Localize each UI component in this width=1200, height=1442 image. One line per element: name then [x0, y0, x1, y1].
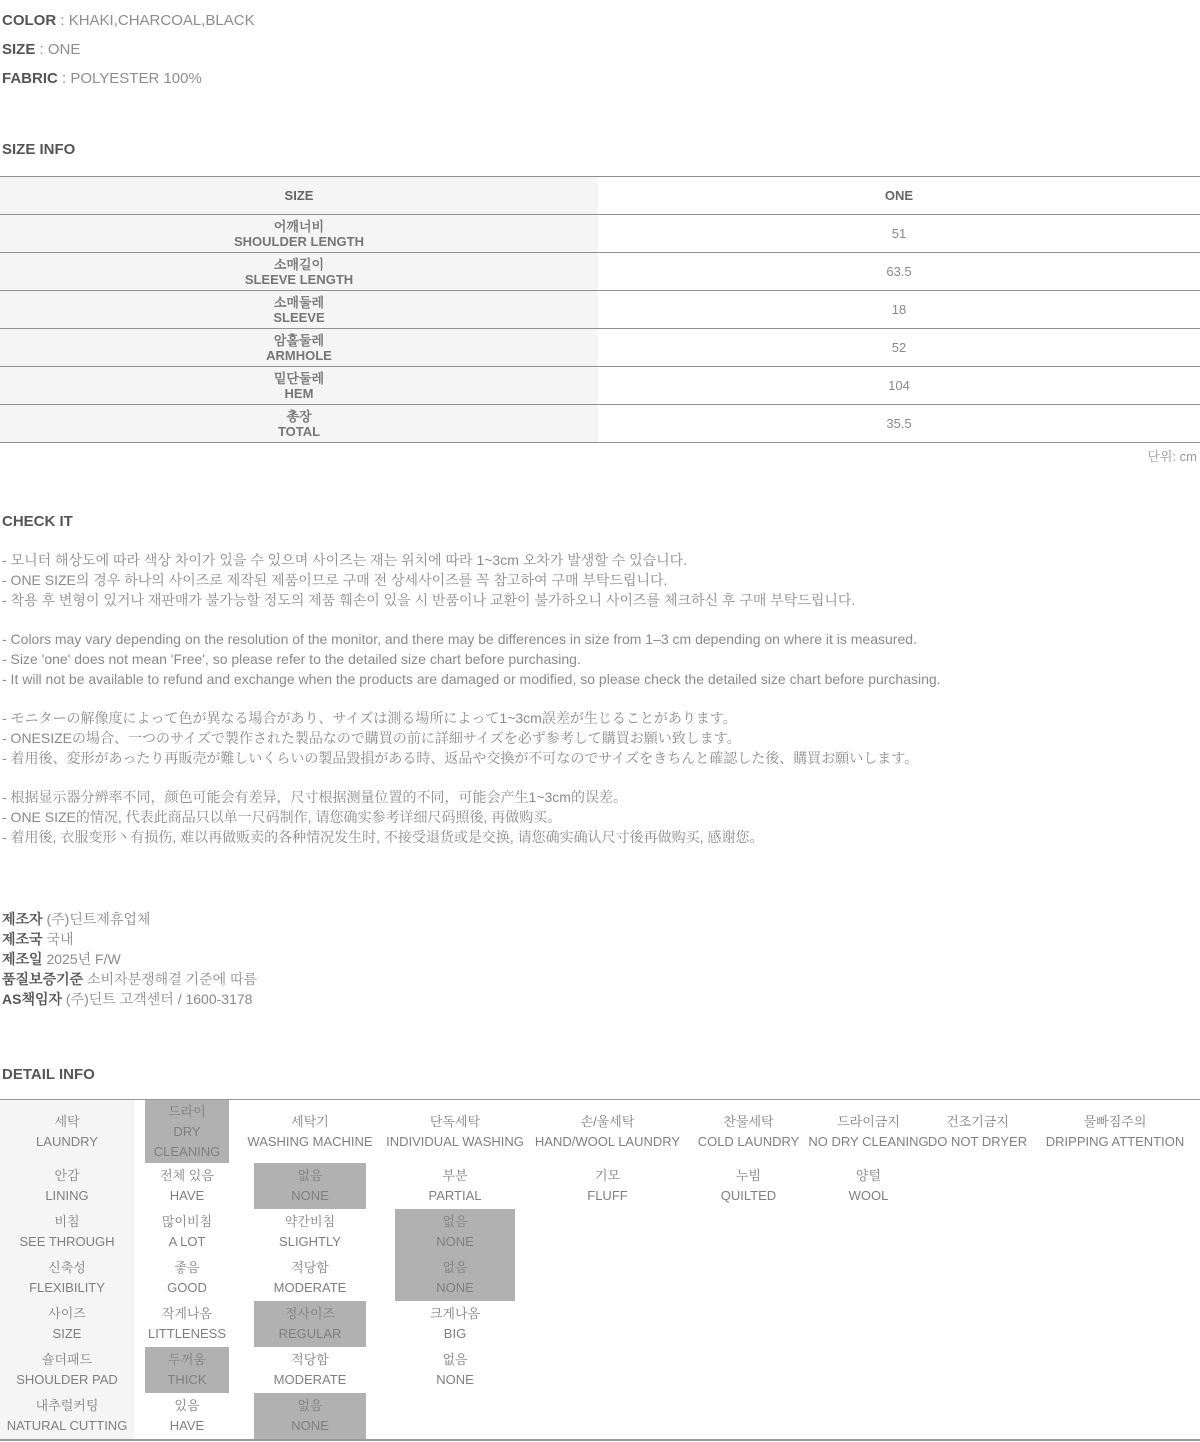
manufacturer-label: 품질보증기준 [2, 971, 84, 987]
manufacturer-row [2, 989, 1200, 1009]
detail-cell-option [808, 1100, 929, 1163]
manufacturer-label: AS책임자 [2, 991, 63, 1007]
detail-cell-line: COLD LAUNDRY [697, 1133, 800, 1149]
detail-cell [925, 1100, 1030, 1163]
detail-cell-line: 부분 [442, 1168, 468, 1183]
detail-cell-line: 많이비침 [161, 1214, 213, 1229]
detail-row-label [0, 1255, 134, 1301]
detail-cell-line: 드라이 [168, 1103, 206, 1119]
size-table-row [0, 367, 1200, 405]
manufacturer-info [0, 909, 1200, 1009]
detail-cell-option [145, 1163, 230, 1209]
spec-label: FABRIC [2, 70, 58, 87]
detail-cell [240, 1255, 380, 1301]
detail-cell-line: NONE [436, 1372, 474, 1387]
size-header-label: SIZE [0, 177, 598, 214]
detail-cell-option [698, 1163, 800, 1209]
detail-cell-line: INDIVIDUAL WASHING [386, 1133, 524, 1149]
note-line: - 모니터 해상도에 따라 색상 차이가 있을 수 있으며 사이즈는 재는 위치에 따라 1~3cm 오차가 발생할 수 있습니다. [2, 552, 688, 568]
detail-cell-option [145, 1393, 230, 1439]
detail-row [0, 1301, 1200, 1347]
manufacturer-row [2, 909, 1200, 929]
detail-cell-option [395, 1163, 515, 1209]
detail-cell-selected [395, 1209, 515, 1255]
detail-cell-option [145, 1209, 230, 1255]
detail-cell [808, 1100, 929, 1163]
size-row-label-ko: 밑단둘레 [273, 370, 325, 386]
detail-cell [134, 1163, 240, 1209]
size-row-label-en: SHOULDER LENGTH [234, 233, 364, 249]
detail-cell-selected [254, 1393, 366, 1439]
note-line: - ONE SIZE的情况, 代表此商品只以单一尺码制作, 请您确实参考详细尺码照後, 再做购买。 [2, 809, 562, 825]
manufacturer-value: 2025년 F/W [46, 951, 121, 967]
detail-cell-line: NONE [291, 1188, 329, 1203]
spec-row [2, 6, 1200, 35]
detail-cell-line: 크게나옴 [429, 1306, 481, 1321]
detail-row-label-en: LINING [45, 1188, 89, 1203]
detail-cell [812, 1163, 925, 1209]
detail-cell [530, 1163, 685, 1209]
detail-row-label-ko: 안감 [54, 1168, 80, 1183]
detail-cell-line: 세탁기 [291, 1113, 329, 1129]
detail-cell-option [927, 1100, 1028, 1163]
detail-cell-line: HAVE [169, 1418, 205, 1433]
note-line: - ONESIZEの場合、一つのサイズで製作された製品なので購買の前に詳細サイズを必ず参考して購買お願い致します。 [2, 730, 741, 746]
detail-cell-selected [145, 1347, 230, 1393]
size-row-value: 51 [891, 226, 907, 241]
detail-cell-line: 기모 [594, 1168, 621, 1183]
size-table-row [0, 215, 1200, 253]
detail-cell-option [386, 1100, 524, 1163]
size-row-value: 18 [891, 302, 907, 317]
size-row-value: 104 [888, 378, 910, 393]
detail-cell-line: GOOD [167, 1280, 207, 1295]
size-unit-note: 단위: cm [1147, 449, 1197, 464]
detail-cell-option [1047, 1100, 1183, 1163]
detail-cell [530, 1100, 685, 1163]
detail-cell [685, 1100, 812, 1163]
detail-cell [240, 1100, 380, 1163]
detail-cell-line: 건조기금지 [946, 1113, 1009, 1129]
detail-cell-line: 두꺼움 [168, 1352, 206, 1367]
size-table-body [0, 215, 1200, 443]
size-table-row [0, 405, 1200, 443]
spec-separator: : [56, 12, 69, 29]
detail-cell [380, 1100, 530, 1163]
size-info-heading: SIZE INFO [2, 141, 76, 158]
detail-cell [134, 1209, 240, 1255]
detail-cell-option [534, 1100, 681, 1163]
detail-cell [134, 1393, 240, 1439]
detail-cell-line: 적당함 [291, 1352, 329, 1367]
detail-cell-line: 물빠짐주의 [1083, 1113, 1147, 1129]
size-row-label-ko: 어깨너비 [273, 218, 325, 234]
detail-cell-option [145, 1255, 230, 1301]
manufacturer-row [2, 969, 1200, 989]
detail-cell-line: WASHING MACHINE [247, 1133, 373, 1149]
note-line: - モニターの解像度によって色が異なる場合があり、サイズは測る場所によって1~3cm誤差が生じることがあります。 [2, 710, 737, 726]
detail-table [0, 1099, 1200, 1441]
detail-row-label-ko: 비침 [54, 1214, 80, 1229]
detail-cell [1030, 1100, 1200, 1163]
detail-cell-line: 양털 [855, 1168, 882, 1183]
spec-value: ONE [47, 41, 81, 58]
manufacturer-row [2, 949, 1200, 969]
size-row-label-ko: 소매길이 [273, 256, 325, 272]
detail-cell-line: 단독세탁 [429, 1113, 481, 1129]
check-it-notes [0, 550, 1200, 847]
size-header-value: ONE [884, 188, 914, 203]
size-row-label-ko: 암홀둘레 [273, 332, 325, 348]
detail-cell-line: PARTIAL [428, 1188, 482, 1203]
detail-cell-option [145, 1301, 230, 1347]
spec-value: POLYESTER 100% [70, 70, 202, 87]
detail-row-label-ko: 숄더패드 [41, 1352, 93, 1367]
detail-cell-option [395, 1347, 515, 1393]
spec-separator: : [57, 70, 71, 87]
detail-cell [240, 1393, 380, 1439]
size-table [0, 176, 1200, 443]
detail-cell-line: 전체 있음 [160, 1168, 214, 1183]
manufacturer-label: 제조자 [2, 911, 43, 927]
size-table-row [0, 291, 1200, 329]
note-line: - ONE SIZE의 경우 하나의 사이즈로 제작된 제품이므로 구매 전 상세사이즈를 꼭 참고하여 구매 부탁드립니다. [2, 572, 668, 588]
detail-cell-line: MODERATE [273, 1280, 347, 1295]
detail-cell [134, 1100, 240, 1163]
detail-row-label [0, 1209, 134, 1255]
manufacturer-value: 소비자분쟁해결 기준에 따름 [87, 971, 258, 987]
note-group [2, 629, 1200, 689]
detail-cell-line: SLIGHTLY [279, 1234, 341, 1249]
detail-cell-line: LITTLENESS [147, 1326, 226, 1341]
manufacturer-value: 국내 [46, 931, 74, 947]
check-it-heading: CHECK IT [2, 513, 73, 530]
note-line: - 着用後、変形があったり再販売が難しいくらいの製品毀損がある時、返品や交換が不可なのでサイズをきちんと確認した後、購買お願いします。 [2, 750, 919, 766]
detail-row [0, 1347, 1200, 1393]
detail-cell [380, 1255, 530, 1301]
size-row-value: 63.5 [886, 264, 912, 279]
detail-cell-line: CLEANING [153, 1143, 221, 1159]
detail-cell-line: THICK [167, 1372, 207, 1387]
detail-cell-line: DRIPPING ATTENTION [1045, 1133, 1185, 1149]
detail-cell [240, 1347, 380, 1393]
detail-cell [380, 1209, 530, 1255]
detail-cell-line: REGULAR [278, 1326, 342, 1341]
size-row-label [0, 291, 598, 328]
manufacturer-value: (주)딘트 고객센터 / 1600-3178 [65, 991, 253, 1007]
detail-cell-option [698, 1100, 800, 1163]
detail-cell-line: 없음 [442, 1260, 468, 1275]
detail-row-label-en: FLEXIBILITY [29, 1280, 105, 1295]
detail-cell-option [254, 1347, 366, 1393]
detail-row-label-en: LAUNDRY [36, 1133, 98, 1149]
note-group [2, 708, 1200, 768]
manufacturer-row [2, 929, 1200, 949]
size-row-label-ko: 소매둘레 [273, 294, 325, 310]
size-row-label [0, 405, 598, 442]
detail-row-label [0, 1100, 134, 1163]
detail-cell-option [247, 1100, 373, 1163]
spec-value: KHAKI,CHARCOAL,BLACK [68, 12, 255, 29]
size-row-label-en: SLEEVE [273, 309, 325, 325]
detail-cell-line: BIG [443, 1326, 467, 1341]
detail-cell [240, 1209, 380, 1255]
detail-cell-line: 정사이즈 [284, 1306, 336, 1321]
detail-cell-selected [254, 1163, 366, 1209]
detail-cell-line: DO NOT DRYER [927, 1133, 1028, 1149]
detail-row [0, 1255, 1200, 1301]
detail-cell-option [254, 1209, 366, 1255]
detail-cell-line: DRY [173, 1123, 201, 1139]
note-line: - 着用後, 衣服变形丶有损伤, 难以再做贩卖的各种情况发生时, 不接受退货或是交换, 请您确实确认尺寸後再做购买, 感谢您。 [2, 829, 764, 845]
detail-cell-line: 없음 [297, 1398, 323, 1413]
manufacturer-label: 제조일 [2, 951, 43, 967]
size-row-label-en: SLEEVE LENGTH [244, 271, 354, 287]
detail-cell-line: HAND/WOOL LAUNDRY [534, 1133, 681, 1149]
detail-cell-line: QUILTED [720, 1188, 777, 1203]
detail-cell-line: 없음 [297, 1168, 323, 1183]
detail-cell-selected [145, 1100, 230, 1163]
detail-cell [134, 1255, 240, 1301]
detail-cell-line: A LOT [168, 1234, 206, 1249]
detail-cell [134, 1347, 240, 1393]
detail-cell-line: 손/울세탁 [580, 1113, 635, 1129]
size-table-header-row [0, 177, 1200, 215]
detail-cell-option [395, 1301, 515, 1347]
detail-row-label-ko: 내추럴커팅 [35, 1398, 99, 1413]
detail-cell [380, 1347, 530, 1393]
detail-row-label [0, 1301, 134, 1347]
detail-cell-line: 누빔 [735, 1168, 762, 1183]
size-row-value: 52 [891, 340, 907, 355]
note-group [2, 550, 1200, 610]
detail-row-label-en: NATURAL CUTTING [6, 1418, 128, 1433]
spec-row [2, 35, 1200, 64]
detail-cell-line: 없음 [442, 1352, 468, 1367]
detail-cell-line: 좋음 [174, 1260, 200, 1275]
detail-row-label [0, 1163, 134, 1209]
size-row-label [0, 253, 598, 290]
detail-row [0, 1209, 1200, 1255]
detail-cell-line: 있음 [174, 1398, 200, 1413]
spec-separator: : [35, 41, 48, 58]
detail-cell-option [254, 1255, 366, 1301]
detail-cell-line: MODERATE [273, 1372, 347, 1387]
detail-cell-line: 없음 [442, 1214, 468, 1229]
detail-cell-line: NONE [436, 1280, 474, 1295]
detail-cell-option [823, 1163, 913, 1209]
detail-cell [380, 1163, 530, 1209]
detail-cell-line: NO DRY CLEANING [808, 1133, 929, 1149]
spec-label: COLOR [2, 12, 57, 29]
detail-cell-selected [254, 1301, 366, 1347]
detail-cell [240, 1301, 380, 1347]
detail-row-label-en: SIZE [52, 1326, 82, 1341]
size-row-label-en: TOTAL [277, 423, 321, 439]
detail-cell-line: 적당함 [291, 1260, 329, 1275]
detail-cell-line: NONE [436, 1234, 474, 1249]
size-table-row [0, 253, 1200, 291]
detail-row-label-ko: 사이즈 [48, 1306, 86, 1321]
detail-cell [240, 1163, 380, 1209]
detail-cell-line: NONE [291, 1418, 329, 1433]
note-line: - Size 'one' does not mean 'Free', so please refer to the detailed size chart before purchasing. [2, 651, 581, 667]
detail-cell-line: WOOL [848, 1188, 889, 1203]
product-spec-list [0, 0, 1200, 93]
detail-cell-line: HAVE [169, 1188, 205, 1203]
detail-cell-option [546, 1163, 670, 1209]
detail-row-label-ko: 신축성 [48, 1260, 86, 1275]
manufacturer-value: (주)딘트제휴업체 [46, 911, 151, 927]
detail-cell [134, 1301, 240, 1347]
note-group [2, 787, 1200, 847]
detail-row [0, 1100, 1200, 1163]
size-row-label [0, 215, 598, 252]
detail-row-label-en: SHOULDER PAD [16, 1372, 118, 1387]
detail-cell [685, 1163, 812, 1209]
size-row-label [0, 367, 598, 404]
spec-row [2, 64, 1200, 93]
spec-label: SIZE [2, 41, 36, 58]
detail-cell-line: 작게나옴 [161, 1306, 213, 1321]
size-row-label-en: ARMHOLE [266, 347, 332, 363]
detail-row [0, 1163, 1200, 1209]
detail-cell-selected [395, 1255, 515, 1301]
detail-row-label-ko: 세탁 [54, 1113, 80, 1129]
note-line: - Colors may vary depending on the resolution of the monitor, and there may be differences in size from 1–3 cm depending on where it is measured. [2, 631, 917, 647]
size-row-label-ko: 총장 [286, 408, 312, 424]
size-table-row [0, 329, 1200, 367]
detail-cell-line: 약간비침 [284, 1214, 336, 1229]
note-line: - 착용 후 변형이 있거나 재판매가 불가능할 정도의 제품 훼손이 있을 시 반품이나 교환이 불가하오니 사이즈를 체크하신 후 구매 부탁드립니다. [2, 592, 856, 608]
size-row-label [0, 329, 598, 366]
note-line: - 根据显示器分辨率不同，颜色可能会有差异，尺寸根据测量位置的不同，可能会产生1~3cm的误差。 [2, 789, 627, 805]
size-row-value: 35.5 [886, 416, 912, 431]
detail-cell-line: 찬물세탁 [723, 1113, 774, 1129]
detail-row-label [0, 1347, 134, 1393]
detail-row-label [0, 1393, 134, 1439]
detail-cell-line: FLUFF [587, 1188, 628, 1203]
size-row-label-en: HEM [284, 385, 314, 401]
detail-row [0, 1393, 1200, 1439]
manufacturer-label: 제조국 [2, 931, 43, 947]
note-line: - It will not be available to refund and exchange when the products are damaged or modified, so please check the detailed size chart before purchasing. [2, 671, 941, 687]
detail-cell [380, 1301, 530, 1347]
detail-row-label-en: SEE THROUGH [19, 1234, 115, 1249]
detail-cell-line: 드라이금지 [837, 1113, 900, 1129]
detail-info-heading: DETAIL INFO [2, 1066, 95, 1083]
